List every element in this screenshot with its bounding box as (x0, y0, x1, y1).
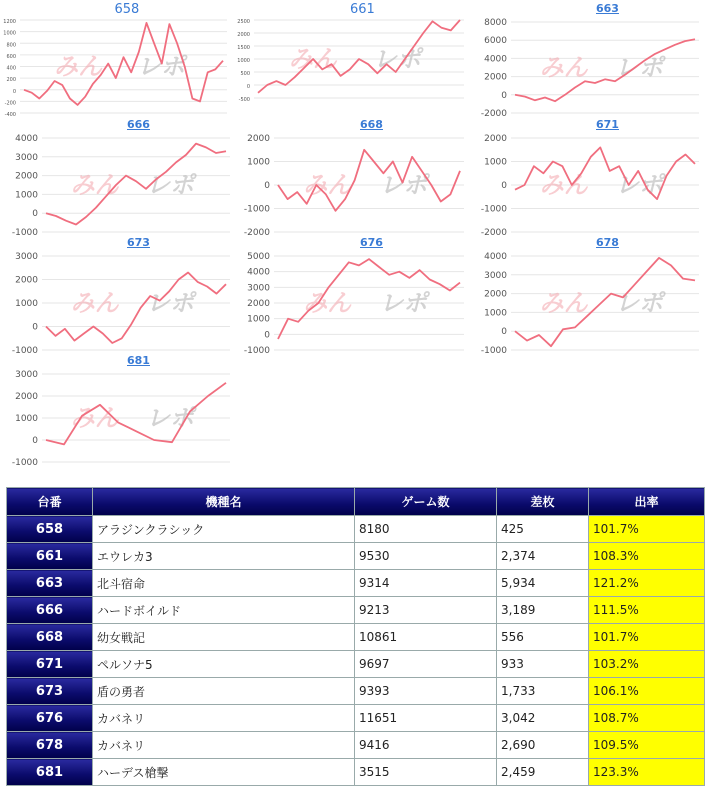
watermark-right: レポ (614, 289, 663, 317)
payout-rate-cell: 109.5% (589, 732, 705, 759)
slump-chart-661 (237, 2, 470, 104)
y-tick-label: 0 (501, 90, 507, 101)
y-tick-label: 2500 (237, 19, 250, 25)
y-tick-label: 1000 (484, 308, 507, 319)
watermark-right: レポ (136, 52, 185, 81)
payout-rate-cell: 101.7% (589, 624, 705, 651)
y-tick-label: -400 (4, 112, 16, 118)
machine-name-cell: カバネリ (93, 705, 355, 732)
watermark-left: みん (303, 289, 352, 317)
slump-chart-668 (240, 120, 470, 238)
payout-rate-cell: 108.7% (589, 705, 705, 732)
chart-title[interactable]: 658 (114, 2, 140, 17)
y-tick-label: -1000 (11, 228, 38, 238)
y-tick-label: 0 (264, 330, 270, 341)
y-tick-label: -200 (4, 100, 16, 107)
machine-number-cell: 666 (7, 597, 93, 624)
y-tick-label: 1000 (247, 157, 270, 168)
watermark-left: みん (53, 52, 102, 81)
header-game-count: ゲーム数 (355, 488, 497, 516)
chart-title[interactable]: 678 (596, 236, 619, 249)
medal-diff-cell: 5,934 (497, 570, 589, 597)
chart-title[interactable]: 671 (596, 118, 619, 131)
table-row (7, 651, 705, 678)
y-tick-label: 1200 (3, 19, 16, 25)
slump-chart-666 (8, 120, 236, 238)
y-tick-label: 2000 (484, 289, 507, 300)
machine-name-cell: アラジンクラシック (93, 516, 355, 543)
table-row (7, 624, 705, 651)
table-header-row (7, 488, 705, 516)
y-tick-label: 6000 (484, 36, 507, 47)
y-tick-label: 1000 (15, 190, 38, 201)
y-tick-label: 0 (501, 181, 507, 191)
slump-chart-673 (8, 238, 236, 356)
payout-rate-cell: 123.3% (589, 759, 705, 786)
machine-name-cell: エウレカ3 (93, 543, 355, 570)
watermark-left: みん (303, 171, 352, 199)
chart-plot (237, 4, 470, 104)
game-count-cell: 11651 (355, 705, 497, 732)
watermark-right: レポ (614, 53, 663, 82)
y-tick-label: -1000 (480, 346, 507, 356)
y-tick-label: -500 (238, 97, 250, 103)
y-tick-label: 0 (264, 181, 270, 191)
y-tick-label: 1500 (237, 45, 250, 51)
slump-chart-676 (240, 238, 470, 356)
table-row (7, 597, 705, 624)
y-tick-label: 1000 (237, 58, 250, 64)
y-tick-label: 1000 (15, 414, 38, 424)
header-medal-diff: 差枚 (497, 488, 589, 516)
y-tick-label: 0 (32, 322, 38, 333)
y-tick-label: 8000 (484, 18, 507, 28)
chart-plot (477, 238, 705, 356)
machine-name-cell: 北斗宿命 (93, 570, 355, 597)
slump-chart-663 (477, 4, 705, 119)
y-tick-label: 4000 (247, 267, 270, 278)
game-count-cell: 9393 (355, 678, 497, 705)
machine-number-cell: 668 (7, 624, 93, 651)
y-tick-label: -1000 (243, 346, 270, 356)
game-count-cell: 9314 (355, 570, 497, 597)
chart-title[interactable]: 661 (350, 2, 375, 17)
payout-rate-cell: 106.1% (589, 678, 705, 705)
game-count-cell: 9697 (355, 651, 497, 678)
y-tick-label: 3000 (15, 152, 38, 163)
y-tick-label: 5000 (247, 252, 270, 262)
y-tick-label: 0 (32, 436, 38, 446)
chart-plot (8, 120, 236, 238)
y-tick-label: 4000 (484, 54, 507, 65)
medal-diff-cell: 3,042 (497, 705, 589, 732)
y-tick-label: 2000 (247, 134, 270, 144)
medal-diff-cell: 425 (497, 516, 589, 543)
y-tick-label: 2000 (237, 32, 250, 38)
watermark-right: レポ (145, 404, 194, 432)
chart-title[interactable]: 673 (127, 236, 150, 249)
chart-title[interactable]: 681 (127, 354, 150, 367)
machine-number-cell: 676 (7, 705, 93, 732)
machine-name-cell: 幼女戦記 (93, 624, 355, 651)
table-row (7, 732, 705, 759)
machine-name-cell: 盾の勇者 (93, 678, 355, 705)
medal-diff-cell: 3,189 (497, 597, 589, 624)
y-tick-label: -2000 (480, 109, 507, 119)
watermark-left: みん (70, 171, 119, 199)
chart-title[interactable]: 663 (596, 2, 619, 15)
machine-number-cell: 671 (7, 651, 93, 678)
table-row (7, 570, 705, 597)
y-tick-label: 3000 (484, 270, 507, 281)
slump-chart-671 (477, 120, 705, 238)
payout-rate-cell: 103.2% (589, 651, 705, 678)
medal-diff-cell: 2,374 (497, 543, 589, 570)
table-row (7, 678, 705, 705)
payout-rate-cell: 121.2% (589, 570, 705, 597)
y-tick-label: 2000 (484, 134, 507, 144)
game-count-cell: 9530 (355, 543, 497, 570)
watermark-right: レポ (614, 171, 663, 199)
results-table (6, 487, 704, 786)
table-row (7, 516, 705, 543)
y-tick-label: 2000 (15, 275, 38, 286)
slump-chart-658 (3, 2, 233, 119)
machine-name-cell: ハーデス槍撃 (93, 759, 355, 786)
chart-title[interactable]: 666 (127, 118, 150, 131)
y-tick-label: 2000 (15, 392, 38, 402)
medal-diff-cell: 1,733 (497, 678, 589, 705)
y-tick-label: 0 (246, 84, 250, 90)
y-tick-label: 3000 (15, 252, 38, 262)
header-machine-number: 台番 (7, 488, 93, 516)
watermark-left: みん (288, 45, 337, 73)
machine-number-cell: 678 (7, 732, 93, 759)
medal-diff-cell: 2,459 (497, 759, 589, 786)
slump-chart-678 (477, 238, 705, 356)
game-count-cell: 3515 (355, 759, 497, 786)
watermark-right: レポ (372, 45, 421, 73)
machine-number-cell: 673 (7, 678, 93, 705)
watermark-left: みん (70, 289, 119, 317)
y-tick-label: 2000 (15, 171, 38, 182)
machine-number-cell: 658 (7, 516, 93, 543)
table-row (7, 759, 705, 786)
chart-title[interactable]: 668 (360, 118, 383, 131)
chart-plot (8, 238, 236, 356)
chart-plot (3, 4, 233, 119)
y-tick-label: -1000 (480, 204, 507, 215)
y-tick-label: 1000 (3, 30, 16, 37)
medal-diff-cell: 933 (497, 651, 589, 678)
y-tick-label: 4000 (15, 134, 38, 144)
game-count-cell: 9416 (355, 732, 497, 759)
y-tick-label: 2000 (247, 299, 270, 309)
medal-diff-cell: 556 (497, 624, 589, 651)
y-tick-label: 3000 (247, 283, 270, 294)
chart-plot (477, 120, 705, 238)
y-tick-label: 0 (32, 209, 38, 220)
table-row (7, 543, 705, 570)
chart-plot (8, 356, 236, 468)
y-tick-label: 0 (12, 88, 16, 95)
header-payout-rate: 出率 (589, 488, 705, 516)
y-tick-label: 1000 (247, 314, 270, 325)
y-tick-label: 500 (240, 71, 250, 77)
machine-number-cell: 681 (7, 759, 93, 786)
y-tick-label: -1000 (243, 204, 270, 215)
y-tick-label: -2000 (243, 228, 270, 238)
table-row (7, 705, 705, 732)
watermark-right: レポ (145, 289, 194, 317)
payout-rate-cell: 108.3% (589, 543, 705, 570)
y-tick-label: 1000 (484, 157, 507, 168)
y-tick-label: 3000 (15, 370, 38, 380)
watermark-right: レポ (379, 289, 428, 317)
payout-rate-cell: 111.5% (589, 597, 705, 624)
watermark-right: レポ (379, 171, 428, 199)
watermark-right: レポ (145, 171, 194, 199)
y-tick-label: 0 (501, 327, 507, 338)
chart-plot (477, 4, 705, 119)
watermark-left: みん (539, 171, 588, 199)
header-machine-name: 機種名 (93, 488, 355, 516)
y-tick-label: 600 (6, 53, 16, 60)
chart-plot (240, 120, 470, 238)
y-tick-label: 4000 (484, 252, 507, 262)
machine-name-cell: ハードボイルド (93, 597, 355, 624)
machine-name-cell: ペルソナ5 (93, 651, 355, 678)
game-count-cell: 8180 (355, 516, 497, 543)
y-tick-label: 400 (6, 65, 16, 72)
medal-diff-cell: 2,690 (497, 732, 589, 759)
machine-number-cell: 663 (7, 570, 93, 597)
y-tick-label: -1000 (11, 458, 38, 468)
game-count-cell: 9213 (355, 597, 497, 624)
y-tick-label: 1000 (15, 299, 38, 309)
y-tick-label: -2000 (480, 228, 507, 238)
y-tick-label: 800 (6, 42, 16, 49)
game-count-cell: 10861 (355, 624, 497, 651)
y-tick-label: -1000 (11, 346, 38, 356)
slump-chart-681 (8, 356, 236, 468)
machine-number-cell: 661 (7, 543, 93, 570)
payout-rate-cell: 101.7% (589, 516, 705, 543)
machine-name-cell: カバネリ (93, 732, 355, 759)
watermark-left: みん (539, 289, 588, 317)
y-tick-label: 2000 (484, 72, 507, 83)
y-tick-label: 200 (6, 77, 16, 84)
chart-plot (240, 238, 470, 356)
watermark-left: みん (70, 404, 119, 432)
chart-title[interactable]: 676 (360, 236, 383, 249)
watermark-left: みん (539, 53, 588, 82)
